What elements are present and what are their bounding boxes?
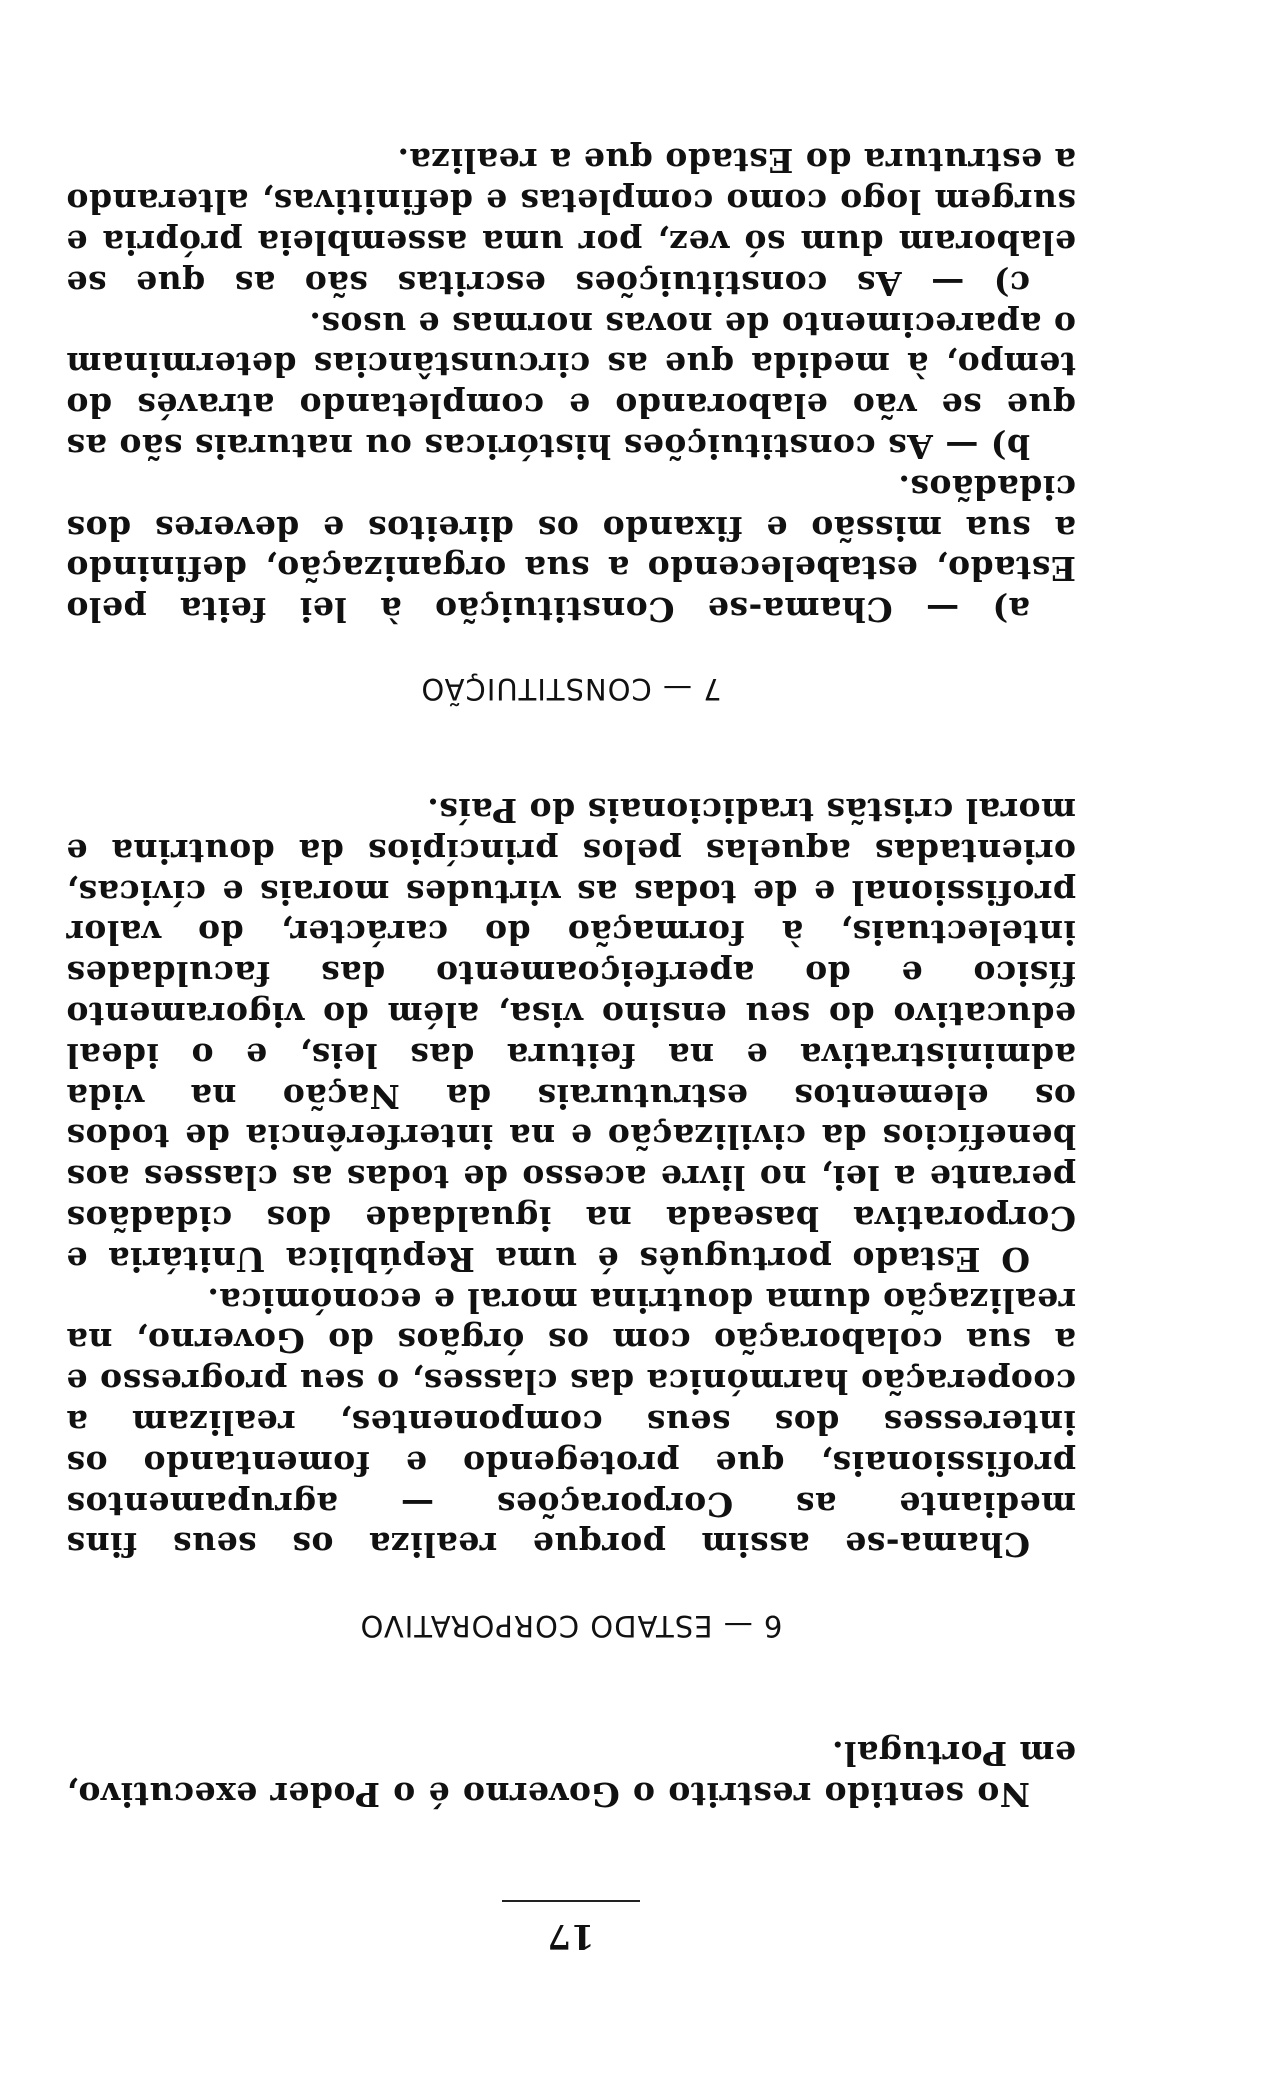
paragraph-text: b) — As constituições históricas ou naturais são as que se vão elaborando e completando através do tempo, à medida que as circunstâncias determinam o aparecimento de novas normas e usos. <box>66 304 1076 467</box>
paragraph-constituicao-a <box>66 466 1076 629</box>
intro-paragraph <box>66 1732 1076 1814</box>
section-heading-estado-corporativo: 6 — ESTADO CORPORATIVO <box>359 1609 783 1644</box>
paragraph-text: Chama-se assim porque realiza os seus fins mediante as Corporações — agrupamentos profissionais, que protegendo e fomentando os interesses dos seus componentes, realizam a cooperação harmónica das classes, o seu progresso e a sua colaboração com os órgãos do Governo, na realização duma doutrina moral e económica. <box>66 1280 1076 1565</box>
paragraph-constituicao-c <box>66 140 1076 303</box>
paragraph-text: a) — Chama-se Constituição à lei feita pelo Estado, estabelecendo a sua organização, definindo a sua missão e fixando os direitos e deveres dos cidadãos. <box>66 467 1076 630</box>
page-content <box>66 140 1076 1956</box>
page-number: 17 <box>547 1916 595 1956</box>
page-number-rule <box>502 1900 640 1902</box>
paragraph-text: c) — As constituições escritas são as que se elaboram dum só vez, por uma assembleia própria e surgem logo como completas e definitivas, alterando a estrutura do Estado que a realiza. <box>66 141 1076 303</box>
section-heading-constituicao: 7 — CONSTITUIÇÃO <box>420 672 722 707</box>
intro-text: No sentido restrito o Governo é o Poder executivo, em Portugal. <box>66 1734 1076 1814</box>
paragraph-estado-corporativo-definition <box>66 1279 1076 1565</box>
paragraph-estado-portugues <box>66 789 1076 1279</box>
paragraph-constituicao-b <box>66 303 1076 466</box>
paragraph-text: O Estado português é uma República Unitária e Corporativa baseada na igualdade dos cidadãos perante a lei, no livre acesso de todas as classes aos benefícios da civilização e na interferência de todos os elementos estruturais da Nação na vida administrativa e na feitura das leis, e o ideal educativo do seu ensino visa, além do vigoramento físico e do aperfeiçoamento das faculdades intelectuais, à formação do carácter, do valor profissional e de todas as virtudes morais e cívicas, orientadas aquelas pelos princípios da doutrina e moral cristãs tradicionais do País. <box>66 791 1076 1279</box>
